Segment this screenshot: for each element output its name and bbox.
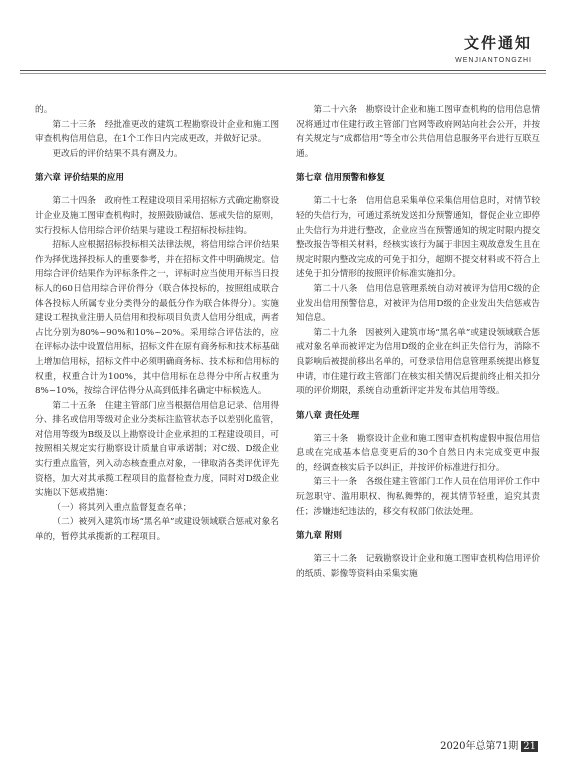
chapter-heading: 第六章 评价结果的应用	[35, 173, 124, 184]
paragraph: 第二十六条 勘察设计企业和施工图审查机构的信用信息情况将通过市住建行政主管部门官网等政府网站向社会公开，并按有关规定与“成都信用”等全市公共信用信息服务平台进行互联互通。	[296, 105, 540, 159]
paragraph: 的。	[35, 105, 53, 115]
paragraph: 第三十二条 记载勘察设计企业和施工图审查机构信用评价的纸质、影像等资料由采集实施	[296, 554, 540, 579]
paragraph: （二）被列入建筑市场“黑名单”或建设领域联合惩戒对象名单的，暂停其承揽新的工程项目。	[35, 517, 279, 543]
paragraph: 第三十条 勘察设计企业和施工图审查机构虚假申报信用信息或在完成基本信息变更后的30个自然日内未完成变更申报的，经调查核实后予以纠正，并按评价标准进行扣分。	[296, 433, 540, 473]
paragraph: 第二十八条 信用信息管理系统自动对被评为信用C级的企业发出信用预警信息，对被评为信用D级的企业发出失信惩戒告知信息。	[296, 283, 540, 324]
chapter-heading: 第八章 责任处理	[296, 410, 360, 421]
chapter-heading: 第九章 附则	[296, 531, 342, 542]
paragraph: 第二十四条 政府性工程建设项目采用招标方式确定勘察设计企业及施工图审查机构时，按照鼓励诚信、惩戒失信的原则，实行投标人信用综合评价结果与建设工程招标投标挂钩。	[35, 196, 279, 236]
paragraph: 更改后的评价结果不具有溯及力。	[52, 148, 183, 159]
paragraph: 第二十五条 住建主管部门应当根据信用信息记录、信用得分、排名或信用等级对企业分类标注监管状态予以差别化监管，对信用等级为B级及以上勘察设计企业承担的工程建设项目，可按照相关规定实行勘察设计质量自审承诺制；对C级、D级企业实行重点监管，列入动态核查重点对象，一律取消各类评优评先资格，加大对其承揽工程项目的监督检查力度，同时对D级企业实施以下惩戒措施：	[35, 400, 279, 499]
paragraph: 招标人应根据招标投标相关法律法规，将信用综合评价结果作为择优选择投标人的重要参考，并在招标文件中明确规定。信用综合评价结果作为评标条件之一，评标时应当使用开标当日投标人的60日信用综合评价得分（联合体投标的，按照组成联合体各投标人所属专业分类得分的最低分作为联合体得分）。实施建设工程执业注册人员信用和投标项目负责人信用分组成，两者占比分别为80%~90%和10%~20%。采用综合评估法的，应在评标办法中设置信用标，招标文件在原有商务标和技术标基础上增加信用标，招标文件中必须明确商务标、技术标和信用标的权重，权重合计为100%，其中信用标在总得分中所占权重为8%~10%，按综合评估得分从高到低排名确定中标候选人。	[35, 240, 279, 397]
paragraph: 第二十九条 因被列入建筑市场“黑名单”或建设领域联合惩戒对象名单而被评定为信用D级的企业在纠正失信行为，消除不良影响后被提前移出名单的，可登录信用信息管理系统提出修复申请，市住建行政主管部门在核实相关情况后提前终止相关扣分项的评价期限，系统自动重新评定并发布其信用等级。	[296, 327, 540, 397]
paragraph: 第二十三条 经批准更改的建筑工程勘察设计企业和施工图审查机构信用信息，在1个工作日内完成更改，并做好记录。	[35, 119, 279, 145]
left-column	[35, 103, 279, 545]
header-divider	[20, 70, 546, 71]
right-column	[296, 103, 540, 581]
page-number: 21	[523, 741, 536, 752]
section-subtitle: WENJIANTONGZHI	[455, 57, 532, 64]
page-footer	[440, 737, 538, 752]
issue-label: 2020年总第71期	[440, 741, 519, 752]
chapter-heading: 第七章 信用预警和修复	[296, 173, 385, 184]
header-divider-thin	[20, 73, 546, 74]
paragraph: 第三十一条 各级住建主管部门工作人员在信用评价工作中玩忽职守、滥用职权、徇私舞弊的，视其情节轻重，追究其责任；涉嫌违纪违法的，移交有权部门依法处理。	[296, 477, 540, 517]
section-title: 文件通知	[463, 34, 532, 52]
paragraph: 第二十七条 信用信息采集单位采集信用信息时，对情节较轻的失信行为，可通过系统发送扣分预警通知，督促企业立即停止失信行为并进行整改，企业应当在预警通知的规定时限内提交整改报告等相关材料，经核实该行为属于非因主观故意发生且在规定时限内整改完成的可免于扣分，超期不提交材料或不符合上述免于扣分情形的按照评价标准实施扣分。	[296, 196, 540, 280]
paragraph: （一）将其列入重点监督复查名单；	[52, 502, 192, 513]
